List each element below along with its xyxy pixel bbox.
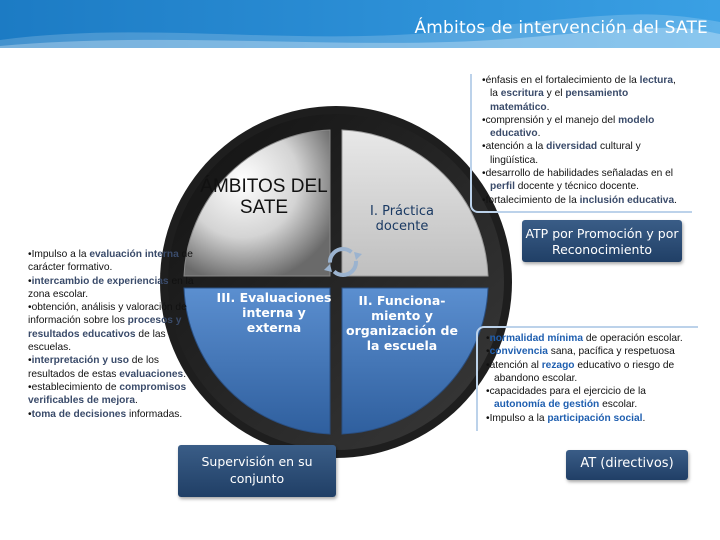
school-item [486,345,692,358]
item-text: informadas. [126,408,183,420]
item-text: •atención a la [482,141,547,153]
quadrant-practice-label: I. Práctica docente [370,204,434,234]
item-text: , la [490,75,676,100]
practice-item [482,114,686,141]
item-text: • [28,275,32,287]
highlight-text: pensamiento matemático [490,88,629,113]
eval-item [28,381,208,408]
item-text: •capacidades para el ejercicio de la [486,386,646,398]
item-text: en la zona escolar. [28,275,194,300]
outer-ring-inner [168,114,504,450]
item-text: . [183,368,187,380]
highlight-text: participación social [547,412,643,424]
quadrant-eval-label-text: III. Evaluaciones interna y externa [216,290,332,335]
at-directivos-button[interactable]: AT (directivos) [566,450,688,480]
supervision-button[interactable]: Supervisión en su conjunto [178,445,336,497]
item-text: . [674,194,677,206]
practice-item [482,167,686,194]
school-item [486,332,692,345]
item-text: •obtención, análisis y valoración de información sobre los [28,302,187,327]
highlight-text: lectura [639,75,674,86]
eval-item [28,301,208,354]
item-text: . [537,128,541,140]
quadrant-school-label: II. Funciona-miento y organización de la escuela [346,293,458,353]
highlight-text: evaluaciones [119,368,184,380]
eval-details-box [28,248,208,421]
highlight-text: rezago [541,359,575,371]
item-text: •énfasis en el fortalecimiento de la [482,75,640,86]
item-text: . [642,412,646,424]
atp-button[interactable]: ATP por Promoción y por Reconocimiento [522,220,682,262]
school-item [486,385,692,412]
item-text: educativo o riesgo de abandono escolar. [494,359,675,384]
highlight-text: escritura [500,88,544,100]
highlight-text: evaluación interna [89,249,179,260]
highlight-text: intercambio de experiencias [31,275,169,287]
eval-item [28,248,208,275]
highlight-text: diversidad [546,141,598,153]
practice-item [482,140,686,167]
cycle-arrows-icon [318,244,368,280]
item-text: •atención al [486,359,542,371]
item-text: •Impulso a la [28,249,90,260]
highlight-text: procesos y resultados educativos [28,315,182,340]
item-text: • [28,408,32,420]
center-label: ÁMBITOS DEL SATE [200,176,328,218]
item-text: • [486,346,490,358]
item-text: de las escuelas. [28,328,166,354]
item-text: de operación escolar. [582,333,683,344]
school-item [486,412,692,425]
highlight-text: autonomía de gestión [494,399,600,411]
item-text: . [546,101,550,113]
highlight-text: modelo educativo [490,114,655,140]
school-details-box [476,326,698,431]
highlight-text: convivencia [489,346,548,358]
item-text: •comprensión y el manejo del [482,114,619,126]
practice-item [482,74,686,114]
item-text: y el [543,88,566,100]
practice-details-box [470,74,692,213]
item-text: •desarrollo de habilidades señaladas en el [482,168,674,180]
item-text: •Impulso a la [486,412,548,424]
highlight-text: normalidad mínima [489,333,583,344]
eval-item [28,275,208,302]
practice-item [482,194,686,207]
highlight-text: perfil [490,181,515,193]
highlight-text: toma de decisiones [31,408,127,420]
item-text: docente y técnico docente. [514,181,639,193]
item-text: cultural y lingüística. [490,141,641,166]
item-text: •fortalecimiento de la [482,194,580,206]
eval-item [28,408,208,421]
item-text: • [486,333,490,344]
page-title: Ámbitos de intervención del SATE [414,18,708,38]
item-text: • [28,355,32,367]
item-text: sana, pacífica y respetuosa [547,346,675,358]
eval-item [28,354,208,381]
quadrant-eval-label [214,290,334,335]
item-text: de carácter formativo. [28,249,193,274]
school-item [486,359,692,386]
highlight-text: interpretación y uso [31,355,129,367]
item-text: escolar. [599,399,638,411]
item-text: •establecimiento de [28,381,120,393]
highlight-text: compromisos verificables de mejora [28,381,187,407]
item-text: de los resultados de estas [28,355,159,380]
highlight-text: inclusión educativa [579,194,675,206]
item-text: . [135,395,138,407]
